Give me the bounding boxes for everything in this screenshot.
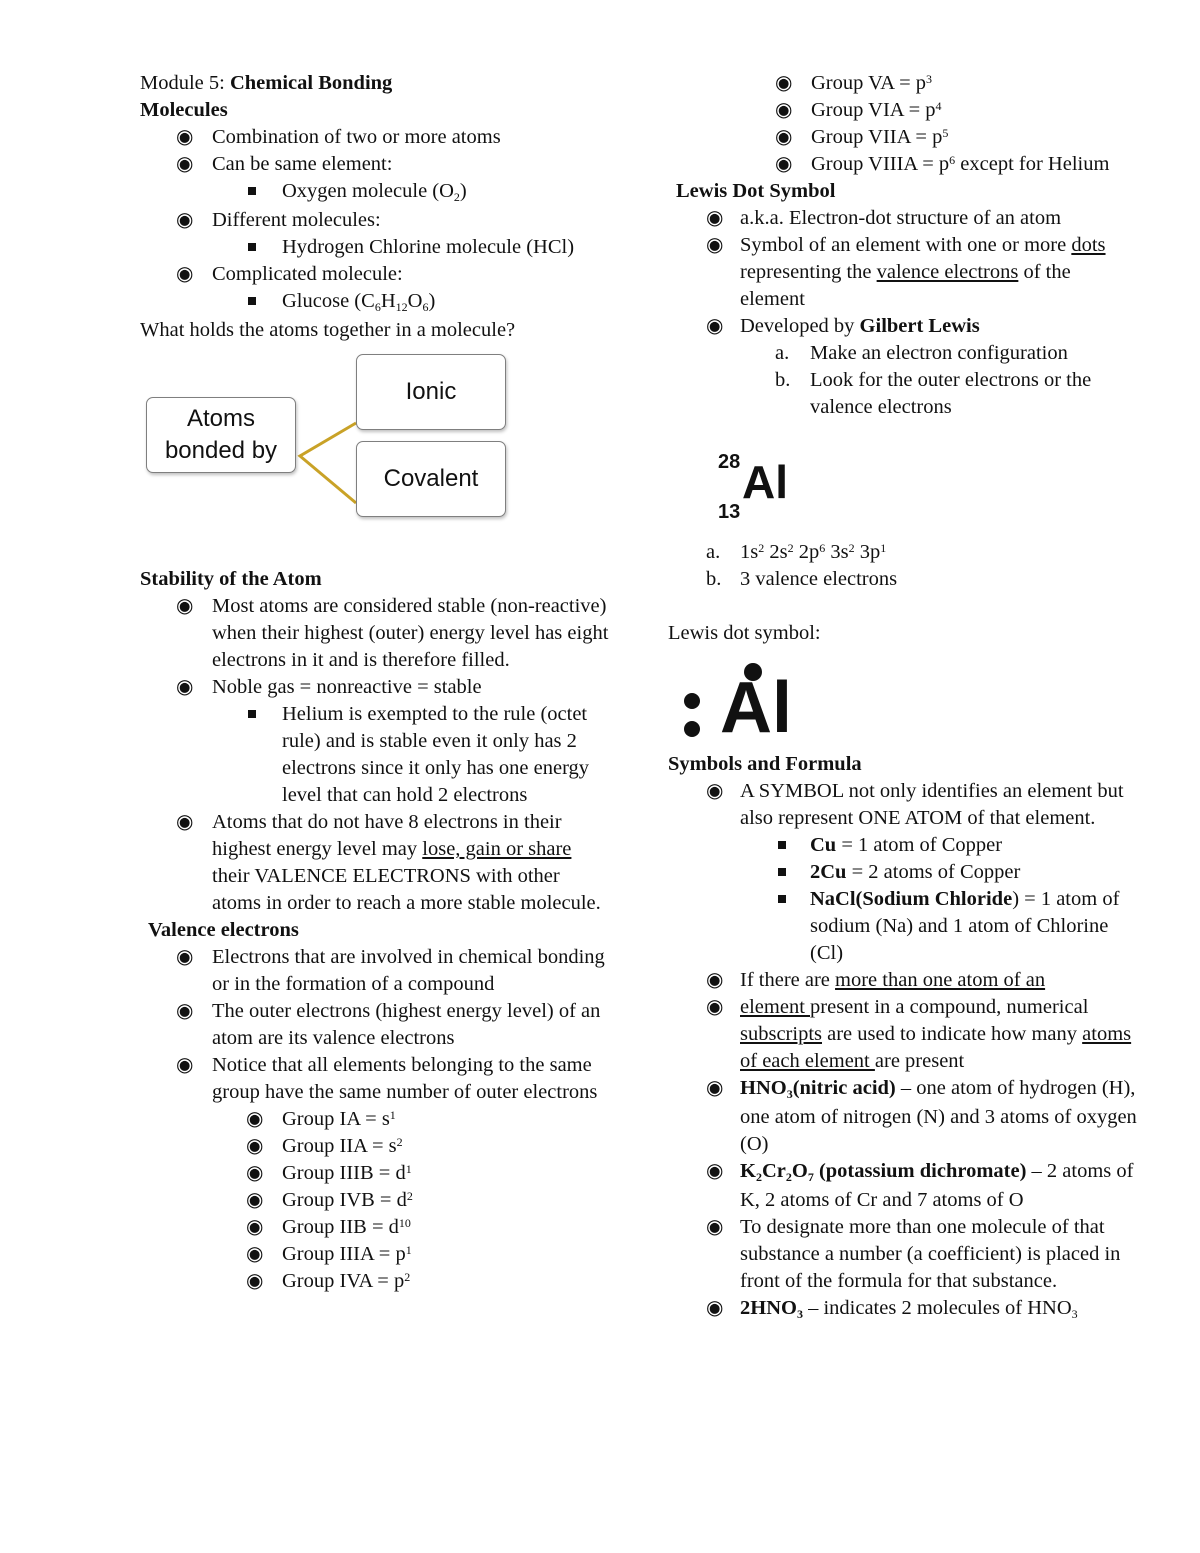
list-item: ◉ Different molecules: [140, 207, 610, 234]
group-item: ◉ Group IIA = $s^2$ [140, 1133, 610, 1160]
element-notation [716, 421, 1138, 539]
diagram-root-line1: Atoms [186, 405, 255, 432]
diagram-ionic-box: Ionic [356, 354, 506, 430]
list-item: a. $1s^2$ $2s^2$ $2p^6$ $3s^2$ $3p^1$ [706, 541, 887, 563]
bullet-icon: ◉ [706, 969, 724, 991]
bullet-icon: ◉ [176, 811, 194, 833]
module-title-line: Module 5: Chemical Bonding [140, 72, 393, 94]
bullet-icon: ◉ [176, 126, 194, 148]
valence-heading: Valence electrons [148, 919, 299, 941]
symbols-list [668, 778, 1138, 1324]
list-item: Cu = 1 atom of Copper [668, 832, 1138, 859]
stability-list [140, 593, 610, 917]
bullet-icon: ◉ [706, 996, 724, 1018]
list-item: ◉ To designate more than one molecule of that substance a number (a coefficient) is placed in front of the formula for that substance. [706, 1216, 1121, 1292]
list-item: Hydrogen Chlorine molecule (HCl) [140, 234, 610, 261]
square-bullet-icon [778, 895, 786, 903]
list-item: b. 3 valence electrons [706, 568, 898, 590]
list-item: ◉ Can be same element: [140, 151, 610, 178]
list-item: ◉ element present in a compound, numerical subscripts are used to indicate how many atoms of each element are present [706, 996, 1132, 1072]
lewis-dot-left-upper [684, 693, 700, 709]
bullet-icon: ◉ [775, 72, 793, 94]
lewis-list [668, 205, 1138, 421]
bullet-icon: ◉ [176, 595, 194, 617]
bullet-icon: ◉ [706, 207, 724, 229]
bonding-diagram [140, 354, 610, 566]
list-item: ◉ Developed by Gilbert Lewis [668, 313, 1138, 340]
left-column [140, 70, 610, 1295]
bullet-icon: ◉ [246, 1216, 264, 1238]
symbols-heading: Symbols and Formula [668, 753, 862, 775]
bullet-icon: ◉ [176, 676, 194, 698]
right-column [668, 70, 1138, 1324]
group-item: ◉ Group VIIA = $p^5$ [668, 124, 1138, 151]
bullet-icon: ◉ [176, 153, 194, 175]
list-item: Helium is exempted to the rule (octet rule) and is stable even it only has 2 electrons since it only has one energy level that can hold 2 electrons [140, 701, 610, 809]
bullet-icon: ◉ [706, 1216, 724, 1238]
bullet-icon: ◉ [246, 1135, 264, 1157]
bullet-icon: ◉ [246, 1189, 264, 1211]
bullet-icon: ◉ [706, 1077, 724, 1099]
bullet-icon: ◉ [706, 234, 724, 256]
list-item: ◉ Electrons that are involved in chemical bonding or in the formation of a compound [176, 946, 605, 995]
group-item: ◉ Group VIIIA = $p^6$ except for Helium [668, 151, 1138, 178]
list-item: ◉ Combination of two or more atoms [140, 124, 610, 151]
list-item: ◉ $K_2Cr_2O_7$ (potassium dichromate) – 2 atoms of K, 2 atoms of Cr and 7 atoms of O [706, 1160, 1134, 1211]
square-bullet-icon [248, 187, 256, 195]
lewis-heading: Lewis Dot Symbol [676, 180, 836, 202]
list-item: ◉ a.k.a. Electron-dot structure of an atom [668, 205, 1138, 232]
bullet-icon: ◉ [246, 1162, 264, 1184]
list-item: a. Make an electron configuration [775, 342, 1068, 364]
bullet-icon: ◉ [246, 1108, 264, 1130]
diagram-root-box [146, 397, 296, 473]
bullet-icon: ◉ [176, 263, 194, 285]
list-item: ◉ A SYMBOL not only identifies an element but also represent ONE ATOM of that element. [706, 780, 1124, 829]
list-item: ◉ Symbol of an element with one or more dots representing the valence electrons of the element [706, 234, 1106, 310]
element-atomic-number: 13 [718, 501, 741, 523]
square-bullet-icon [248, 243, 256, 251]
bullet-icon: ◉ [775, 153, 793, 175]
square-bullet-icon [778, 868, 786, 876]
element-symbol: Al [742, 456, 788, 508]
list-item: Oxygen molecule $(O_2)$ [140, 178, 610, 207]
diagram-covalent-box: Covalent [356, 441, 506, 517]
group-list-continued [668, 70, 1138, 178]
list-item: ◉ Atoms that do not have 8 electrons in their highest energy level may lose, gain or share their VALENCE ELECTRONS with other atoms in order to reach a more stable molecule. [176, 811, 601, 914]
square-bullet-icon [778, 841, 786, 849]
list-item: ◉ Notice that all elements belonging to the same group have the same number of outer electrons [176, 1054, 598, 1103]
lewis-dot-left-lower [684, 721, 700, 737]
bullet-icon: ◉ [176, 1000, 194, 1022]
group-item: ◉ Group IIIA = $p^1$ [140, 1241, 610, 1268]
bullet-icon: ◉ [706, 1160, 724, 1182]
group-item: ◉ Group IA = $s^1$ [140, 1106, 610, 1133]
group-item: ◉ Group IIB = $d^{10}$ [140, 1214, 610, 1241]
bullet-icon: ◉ [176, 1054, 194, 1076]
stability-heading: Stability of the Atom [140, 568, 322, 590]
bullet-icon: ◉ [706, 1297, 724, 1319]
bullet-icon: ◉ [775, 126, 793, 148]
group-item: ◉ Group IVA = $p^2$ [140, 1268, 610, 1295]
list-item: ◉ Most atoms are considered stable (non-reactive) when their highest (outer) energy level has eight electrons in it and is therefore filled. [176, 595, 609, 671]
bullet-icon: ◉ [246, 1243, 264, 1265]
list-item: ◉ The outer electrons (highest energy level) of an atom are its valence electrons [176, 1000, 601, 1049]
bonding-question: What holds the atoms together in a molecule? [140, 319, 516, 341]
list-item: ◉ $2HNO_3$ – indicates 2 molecules of $HNO_3$ [706, 1297, 1078, 1321]
diagram-root-line2: bonded by [164, 437, 278, 464]
list-item: 2Cu = 2 atoms of Copper [668, 859, 1138, 886]
list-item: ◉ Noble gas = nonreactive = stable [140, 674, 610, 701]
bullet-icon: ◉ [176, 946, 194, 968]
group-item: ◉ Group IIIB = $d^1$ [140, 1160, 610, 1187]
list-item: ◉ $HNO_3(nitric$ acid) – one atom of hydrogen (H), one atom of nitrogen (N) and 3 atoms of oxygen (O) [706, 1077, 1137, 1155]
molecules-heading: Molecules [140, 99, 228, 121]
group-item: ◉ Group VIA = $p^4$ [668, 97, 1138, 124]
list-item: ◉ Complicated molecule: [140, 261, 610, 288]
diagram-connector-line [300, 423, 356, 503]
config-list [668, 539, 1138, 593]
bullet-icon: ◉ [176, 209, 194, 231]
group-item: ◉ Group IVB = $d^2$ [140, 1187, 610, 1214]
module-title: Chemical Bonding [229, 72, 393, 94]
list-item: b. Look for the outer electrons or the valence electrons [775, 369, 1092, 418]
valence-list [140, 944, 610, 1295]
molecules-list [140, 124, 610, 317]
list-item: NaCl(Sodium Chloride) = 1 atom of sodium (Na) and 1 atom of Chlorine (Cl) [668, 886, 1138, 967]
lewis-dot-label: Lewis dot symbol: [668, 622, 821, 644]
group-item: ◉ Group VA = $p^3$ [668, 70, 1138, 97]
square-bullet-icon [248, 297, 256, 305]
bullet-icon: ◉ [706, 315, 724, 337]
bullet-icon: ◉ [246, 1270, 264, 1292]
square-bullet-icon [248, 710, 256, 718]
element-mass-number: 28 [718, 451, 741, 473]
bullet-icon: ◉ [775, 99, 793, 121]
list-item: Glucose $(C_6H_{12}O_6)$ [140, 288, 610, 317]
bullet-icon: ◉ [706, 780, 724, 802]
lewis-dot-symbol: Al [720, 668, 792, 748]
list-item: ◉ If there are more than one atom of an [668, 967, 1138, 994]
lewis-dot-figure [668, 647, 1138, 751]
